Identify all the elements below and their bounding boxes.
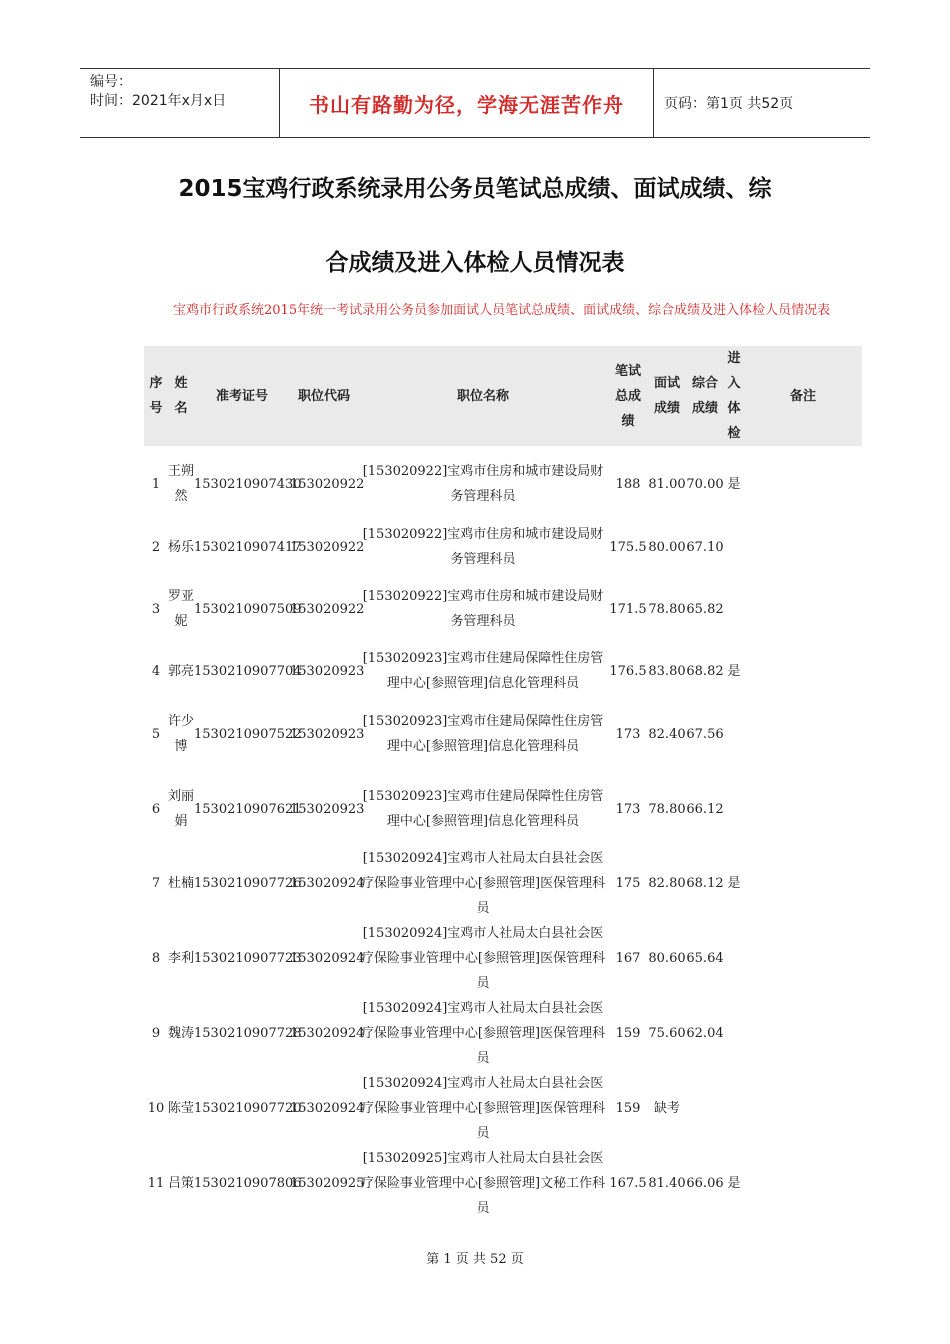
cell-ticket: 1530210907723 — [194, 951, 302, 966]
table-row — [144, 921, 862, 996]
cell-total: 66.06 — [686, 1176, 724, 1191]
table-row — [144, 696, 862, 772]
cell-code: 153020922 — [290, 476, 365, 492]
cell-ticket: 1530210907728 — [194, 1026, 302, 1041]
cell-written: 175.5 — [609, 539, 647, 555]
cell-no: 8 — [151, 951, 161, 966]
cell-note — [744, 696, 862, 772]
cell-total: 70.00 — [686, 476, 724, 492]
header-cell: 职位名称 — [358, 346, 608, 446]
cell-total: 66.12 — [686, 801, 724, 817]
cell-position: [153020925]宝鸡市人社局太白县社会医疗保险事业管理中心[参照管理]文秘工作科员 — [360, 1151, 606, 1216]
cell-position: [153020924]宝鸡市人社局太白县社会医疗保险事业管理中心[参照管理]医保管理科员 — [360, 926, 606, 991]
table-row — [144, 1071, 862, 1146]
cell-exam — [724, 696, 744, 772]
cell-name: 杜楠 — [168, 876, 195, 891]
cell-no: 6 — [151, 801, 161, 817]
cell-name: 陈莹 — [168, 1101, 195, 1116]
cell-interview: 缺考 — [653, 1101, 680, 1116]
cell-exam: 是 — [727, 876, 741, 891]
page-header — [80, 68, 870, 138]
cell-name: 郭亮 — [168, 663, 195, 679]
cell-exam — [724, 1071, 744, 1146]
cell-name: 许少博 — [168, 714, 195, 754]
cell-position: [153020924]宝鸡市人社局太白县社会医疗保险事业管理中心[参照管理]医保管理科员 — [360, 1076, 606, 1141]
document-title-line1: 2015宝鸡行政系统录用公务员笔试总成绩、面试成绩、综 — [178, 176, 772, 202]
table-header-row — [144, 346, 862, 446]
header-cell: 综合成绩 — [686, 346, 724, 446]
cell-position: [153020922]宝鸡市住房和城市建设局财务管理科员 — [362, 589, 604, 629]
cell-note — [744, 646, 862, 696]
table-row — [144, 1146, 862, 1221]
cell-note — [744, 522, 862, 572]
cell-ticket: 1530210907704 — [194, 663, 302, 679]
cell-code: 153020925 — [290, 1176, 365, 1191]
cell-total: 68.12 — [686, 876, 724, 891]
cell-code: 153020922 — [290, 601, 365, 617]
cell-ticket: 1530210907509 — [194, 601, 302, 617]
table-row — [144, 572, 862, 646]
cell-total: 62.04 — [686, 1026, 724, 1041]
cell-written: 167.5 — [609, 1176, 647, 1191]
cell-code: 153020923 — [290, 726, 365, 742]
document-title-line2: 合成绩及进入体检人员情况表 — [325, 250, 625, 276]
cell-exam — [724, 921, 744, 996]
cell-no: 3 — [151, 601, 161, 617]
cell-ticket: 1530210907806 — [194, 1176, 302, 1191]
cell-interview: 78.80 — [648, 801, 686, 817]
cell-total — [686, 1071, 724, 1146]
cell-ticket: 1530210907522 — [194, 726, 302, 742]
cell-interview: 81.00 — [648, 476, 686, 492]
cell-note — [744, 996, 862, 1071]
cell-position: [153020924]宝鸡市人社局太白县社会医疗保险事业管理中心[参照管理]医保管理科员 — [360, 851, 606, 916]
cell-ticket: 1530210907417 — [194, 539, 302, 555]
cell-ticket: 1530210907621 — [194, 801, 302, 817]
table-caption: 宝鸡市行政系统2015年统一考试录用公务员参加面试人员笔试总成绩、面试成绩、综合成绩及进入体检人员情况表 — [173, 303, 831, 318]
cell-no: 7 — [151, 876, 161, 891]
cell-total: 65.82 — [686, 601, 724, 617]
header-cell: 序号 — [144, 346, 168, 446]
cell-interview: 82.40 — [648, 726, 686, 742]
cell-name: 魏涛 — [168, 1026, 195, 1041]
header-cell: 进入体检 — [724, 346, 744, 446]
cell-name: 王朔然 — [168, 464, 195, 504]
cell-written: 173 — [615, 726, 641, 742]
table-row — [144, 446, 862, 522]
cell-no: 2 — [151, 539, 161, 555]
cell-exam: 是 — [727, 663, 741, 679]
header-cell: 准考证号 — [194, 346, 290, 446]
cell-code: 153020924 — [290, 876, 365, 891]
cell-position: [153020924]宝鸡市人社局太白县社会医疗保险事业管理中心[参照管理]医保管理科员 — [360, 1001, 606, 1066]
cell-ticket: 1530210907726 — [194, 876, 302, 891]
cell-written: 176.5 — [609, 663, 647, 679]
cell-interview: 80.00 — [648, 539, 686, 555]
cell-total: 65.64 — [686, 951, 724, 966]
cell-written: 171.5 — [609, 601, 647, 617]
cell-written: 167 — [615, 951, 641, 966]
cell-total: 67.10 — [686, 539, 724, 555]
cell-interview: 81.40 — [648, 1176, 686, 1191]
header-cell: 备注 — [744, 346, 862, 446]
cell-written: 159 — [615, 1101, 641, 1116]
cell-no: 10 — [147, 1101, 165, 1116]
cell-interview: 82.80 — [648, 876, 686, 891]
cell-note — [744, 1146, 862, 1221]
header-number-label: 编号： — [90, 74, 132, 90]
cell-position: [153020922]宝鸡市住房和城市建设局财务管理科员 — [362, 527, 604, 567]
header-motto: 书山有路勤为径，学海无涯苦作舟 — [280, 69, 654, 137]
cell-note — [744, 921, 862, 996]
cell-written: 175 — [615, 876, 641, 891]
cell-exam — [724, 572, 744, 646]
cell-exam — [724, 772, 744, 846]
cell-name: 李利 — [168, 951, 195, 966]
cell-code: 153020923 — [290, 663, 365, 679]
cell-written: 159 — [615, 1026, 641, 1041]
cell-code: 153020924 — [290, 951, 365, 966]
header-cell: 姓名 — [168, 346, 194, 446]
cell-interview: 80.60 — [648, 951, 686, 966]
cell-code: 153020923 — [290, 801, 365, 817]
cell-note — [744, 572, 862, 646]
cell-position: [153020923]宝鸡市住建局保障性住房管理中心[参照管理]信息化管理科员 — [362, 714, 604, 754]
cell-code: 153020924 — [290, 1026, 365, 1041]
header-meta — [80, 69, 280, 137]
cell-note — [744, 446, 862, 522]
cell-ticket: 1530210907430 — [194, 476, 302, 492]
cell-name: 杨乐 — [168, 539, 195, 555]
header-cell: 笔试总成绩 — [608, 346, 648, 446]
table-row — [144, 846, 862, 921]
cell-position: [153020923]宝鸡市住建局保障性住房管理中心[参照管理]信息化管理科员 — [362, 651, 604, 691]
table-row — [144, 522, 862, 572]
cell-name: 刘丽娟 — [168, 789, 195, 829]
header-cell: 职位代码 — [290, 346, 358, 446]
cell-total: 67.56 — [686, 726, 724, 742]
cell-exam — [724, 996, 744, 1071]
cell-written: 173 — [615, 801, 641, 817]
cell-code: 153020922 — [290, 539, 365, 555]
header-cell: 面试成绩 — [648, 346, 686, 446]
cell-no: 4 — [151, 663, 161, 679]
table-row — [144, 772, 862, 846]
cell-interview: 78.80 — [648, 601, 686, 617]
cell-note — [744, 1071, 862, 1146]
table-row — [144, 646, 862, 696]
cell-no: 5 — [151, 726, 161, 742]
cell-interview: 75.60 — [648, 1026, 686, 1041]
cell-interview: 83.80 — [648, 663, 686, 679]
cell-ticket: 1530210907720 — [194, 1101, 302, 1116]
cell-note — [744, 772, 862, 846]
cell-written: 188 — [615, 476, 641, 492]
results-table — [144, 346, 862, 1221]
cell-exam — [724, 522, 744, 572]
cell-note — [744, 846, 862, 921]
cell-no: 9 — [151, 1026, 161, 1041]
cell-exam: 是 — [727, 1176, 741, 1191]
header-page-info: 页码：第1页 共52页 — [664, 96, 794, 112]
cell-name: 吕策 — [168, 1176, 195, 1191]
cell-no: 11 — [147, 1176, 165, 1191]
cell-total: 68.82 — [686, 663, 724, 679]
cell-code: 153020924 — [290, 1101, 365, 1116]
table-row — [144, 996, 862, 1071]
cell-position: [153020922]宝鸡市住房和城市建设局财务管理科员 — [362, 464, 604, 504]
header-time-label: 时间：2021年x月x日 — [90, 93, 227, 109]
page-footer: 第 1 页 共 52 页 — [426, 1252, 524, 1267]
cell-exam: 是 — [727, 476, 741, 492]
cell-position: [153020923]宝鸡市住建局保障性住房管理中心[参照管理]信息化管理科员 — [362, 789, 604, 829]
cell-name: 罗亚妮 — [168, 589, 195, 629]
cell-no: 1 — [151, 476, 161, 492]
